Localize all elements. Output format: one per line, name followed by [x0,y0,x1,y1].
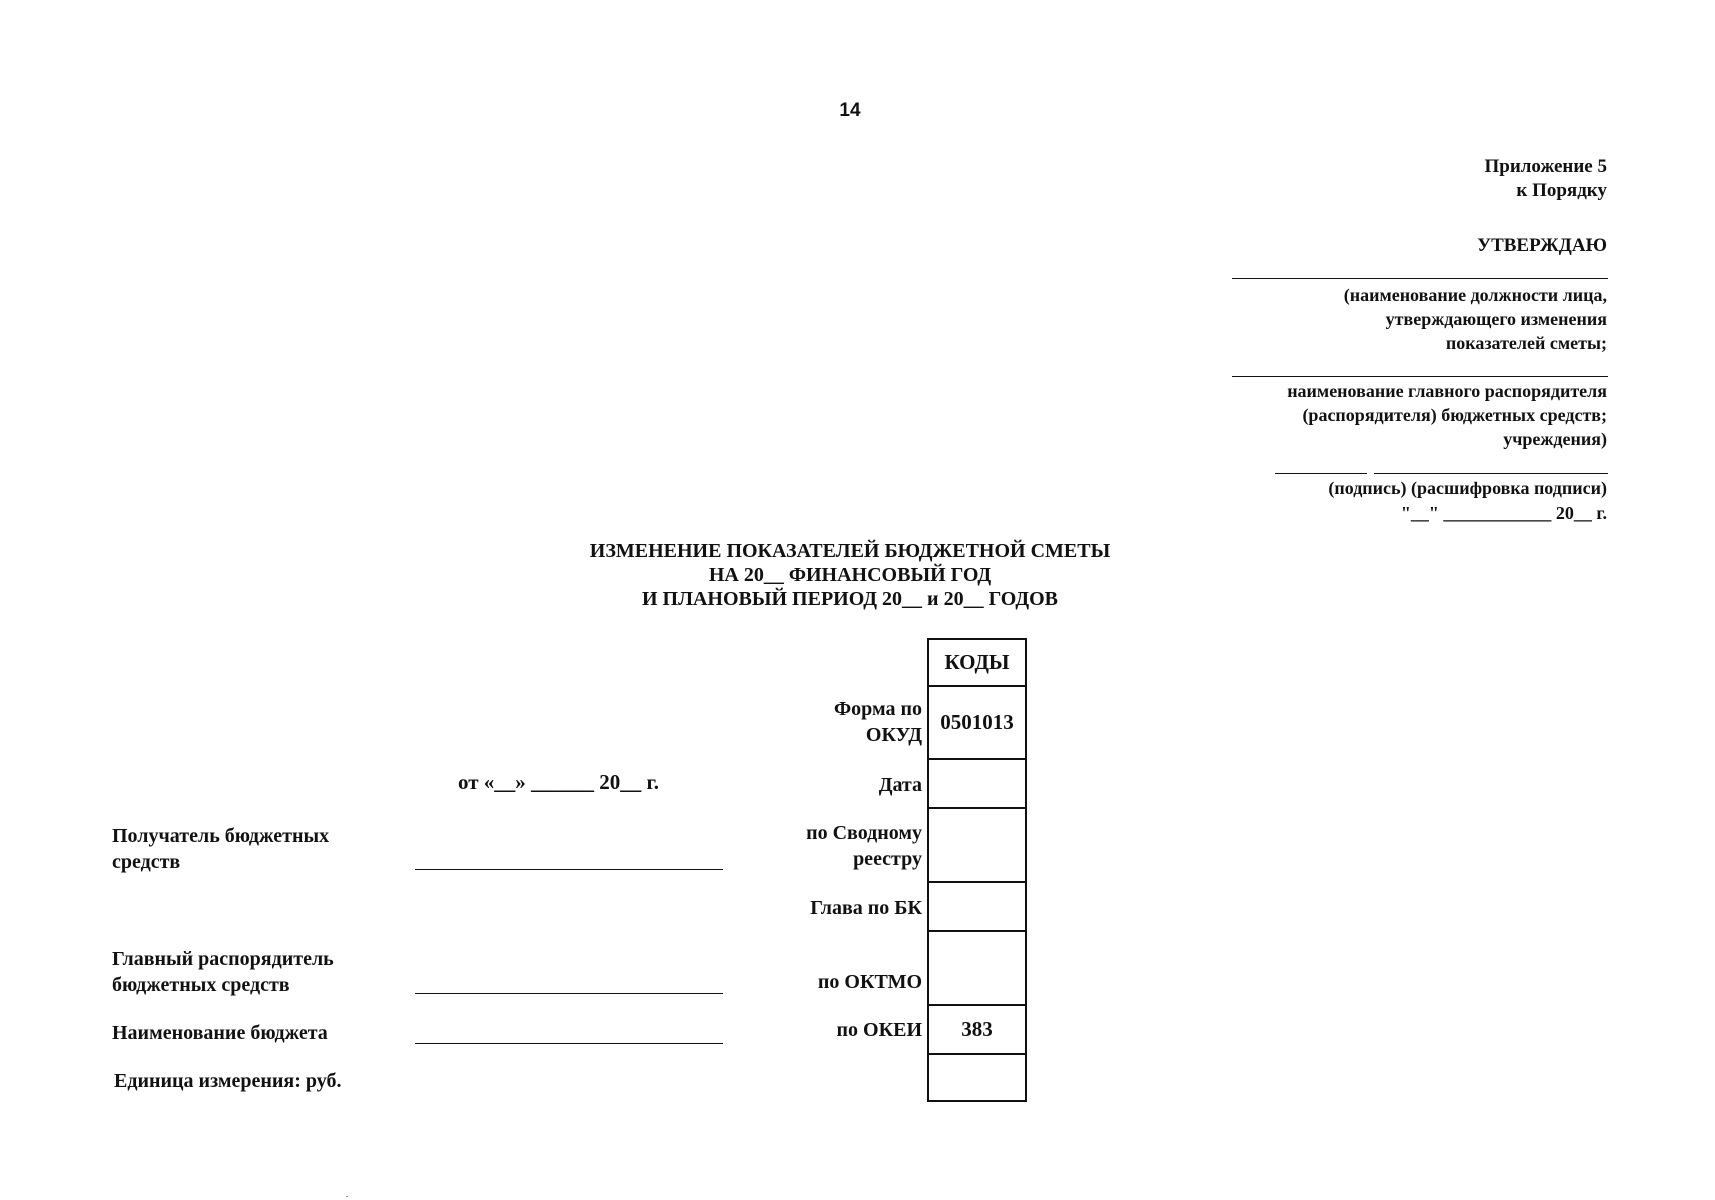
signature-decoding-line [1374,473,1608,474]
code-date [928,759,1026,808]
position-caption-line-1: (наименование должности лица, [1343,285,1607,305]
position-caption-line-3: показателей сметы; [1445,333,1607,353]
label-oktmo: по ОКТМО [817,971,922,993]
date-from: от «__» ______ 20__ г. [458,770,659,794]
unit-label: Единица измерения: руб. [114,1070,342,1092]
code-okei: 383 [928,1005,1026,1054]
budget-name-fill-line [415,1043,723,1044]
label-chapter-bk: Глава по БК [810,897,922,919]
scan-speck [346,1196,348,1197]
appendix-line-2: к Порядку [1516,180,1607,201]
label-okei: по ОКЕИ [836,1019,922,1041]
manager-caption-line-1: наименование главного распорядителя [1287,381,1607,401]
code-okud: 0501013 [928,686,1026,759]
main-manager-label-line-1: Главный распорядитель [112,948,334,970]
manager-caption-line-3: учреждения) [1503,429,1607,449]
label-okud-line-1: Форма по [833,698,922,720]
recipient-label-line-1: Получатель бюджетных [112,825,330,847]
label-registry-line-1: по Сводному [806,822,922,844]
manager-signature-line [1232,376,1608,377]
manager-caption-line-2: (распорядителя) бюджетных средств; [1302,405,1607,425]
code-oktmo [928,931,1026,1005]
page-number: 14 [839,100,861,121]
approve-date-line: "__" ____________ 20__ г. [1400,503,1607,523]
appendix-reference [1484,155,1607,203]
code-registry [928,808,1026,882]
position-caption [1344,283,1607,355]
title-line-2: НА 20__ ФИНАНСОВЫЙ ГОД [708,564,992,586]
manager-caption [1287,379,1607,451]
signature-line [1275,473,1367,474]
main-manager-fill-line [415,993,723,994]
title-line-1: ИЗМЕНЕНИЕ ПОКАЗАТЕЛЕЙ БЮДЖЕТНОЙ СМЕТЫ [589,540,1111,562]
codes-table [927,638,1027,1102]
position-caption-line-2: утверждающего изменения [1385,309,1607,329]
signature-caption: (подпись) (расшифровка подписи) [1328,478,1607,498]
approve-heading: УТВЕРЖДАЮ [1477,235,1607,256]
label-registry [722,820,922,872]
label-registry-line-2: реестру [853,848,922,870]
document-title [400,539,1300,611]
code-chapter-bk [928,882,1026,931]
appendix-line-1: Приложение 5 [1484,156,1607,177]
label-date: Дата [878,774,922,796]
main-manager-label [112,946,334,998]
codes-header: КОДЫ [928,639,1026,686]
main-manager-label-line-2: бюджетных средств [112,974,290,996]
label-okud [722,696,922,748]
recipient-label [112,823,329,875]
recipient-label-line-2: средств [112,851,181,873]
recipient-fill-line [415,869,723,870]
position-signature-line [1232,278,1608,279]
title-line-3: И ПЛАНОВЫЙ ПЕРИОД 20__ и 20__ ГОДОВ [641,588,1059,610]
label-okud-line-2: ОКУД [865,724,922,746]
budget-name-label: Наименование бюджета [112,1022,328,1044]
code-extra [928,1054,1026,1101]
